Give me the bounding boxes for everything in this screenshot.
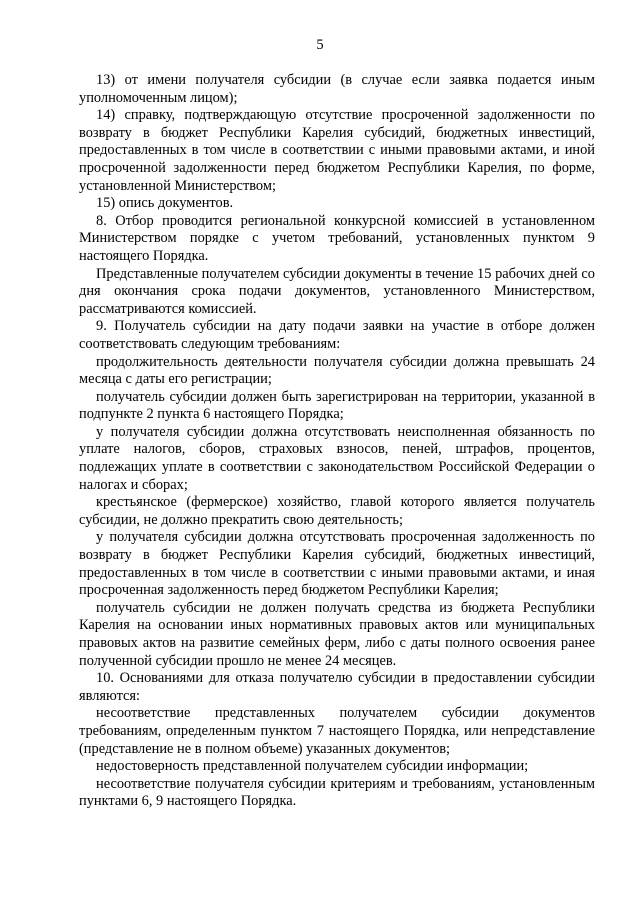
requirement-item: крестьянское (фермерское) хозяйство, главой которого является получатель субсидии, не должно прекратить свою деятельность; [79,494,595,528]
requirement-item: продолжительность деятельности получателя субсидии должна превышать 24 месяца с даты его регистрации; [79,353,595,388]
list-item-13: 13) от имени получателя субсидии (в случае если заявка подается иным уполномоченным лицом); [79,72,595,106]
requirement-item: у получателя субсидии должна отсутствовать просроченная задолженность по возврату в бюджет Республики Карелия субсидий, бюджетных инвестиций, предоставленных в том числе в соответствии с иными правовыми актами, и иная просроченная задолженность перед бюджетом Республики Карелия; [79,529,595,599]
clause-9: 9. Получатель субсидии на дату подачи заявки на участие в отборе должен соответствовать следующим требованиям: [79,318,595,352]
list-item-14: 14) справку, подтверждающую отсутствие просроченной задолженности по возврату в бюджет Республики Карелия субсидий, бюджетных инвестиций, предоставленных в том числе в соответствии с иными правовыми актами, и иной просроченной задолженности перед бюджетом Республики Карелия, по форме, установленной Министерством; [79,107,595,194]
refusal-ground: несоответствие получателя субсидии критериям и требованиям, установленным пунктами 6, 9 настоящего Порядка. [79,775,595,810]
page-number: 5 [316,37,324,53]
clause-10: 10. Основаниями для отказа получателю субсидии в предоставлении субсидии являются: [79,670,595,704]
requirement-item: получатель субсидии должен быть зарегистрирован на территории, указанной в подпункте 2 пункта 6 настоящего Порядка; [79,388,595,423]
refusal-ground: несоответствие представленных получателем субсидии документов требованиям, определенным пунктом 7 настоящего Порядка, или непредставление (представление не в полном объеме) указанных документов; [79,705,595,757]
clause-8: 8. Отбор проводится региональной конкурсной комиссией в установленном Министерством порядке с учетом требований, установленных пунктом 9 настоящего Порядка. [79,212,595,264]
requirement-item: получатель субсидии не должен получать средства из бюджета Республики Карелия на основании иных нормативных правовых актов или муниципальных правовых актов на развитие семейных ферм, либо с даты полного освоения ранее полученной субсидии прошло не менее 24 месяцев. [79,599,595,669]
list-item-15: 15) опись документов. [96,195,234,212]
document-body [79,72,595,811]
refusal-ground: недостоверность представленной получателем субсидии информации; [96,758,529,775]
requirement-item: у получателя субсидии должна отсутствовать неисполненная обязанность по уплате налогов, сборов, страховых взносов, пеней, штрафов, процентов, подлежащих уплате в соответствии с законодательством Российской Федерации о налогах и сборах; [79,423,595,493]
clause-8-paragraph: Представленные получателем субсидии документы в течение 15 рабочих дней со дня окончания срока подачи документов, установленного Министерством, рассматриваются комиссией. [79,265,595,317]
